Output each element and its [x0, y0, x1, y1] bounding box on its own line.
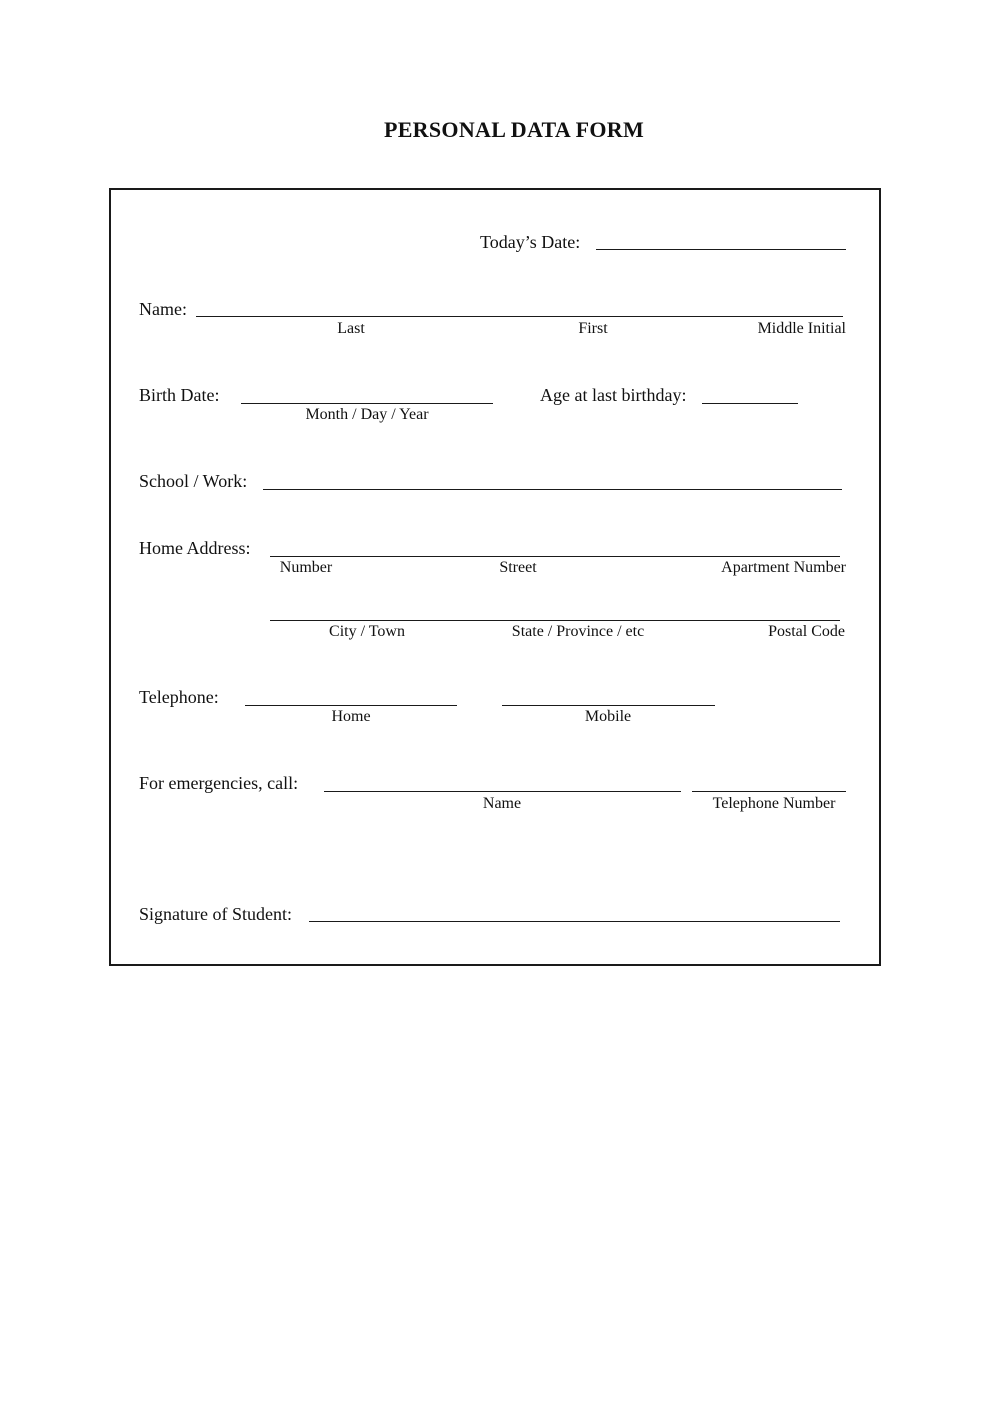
address-state-caption: State / Province / etc: [511, 623, 645, 640]
school-work-field[interactable]: [263, 489, 842, 490]
address-city-caption: City / Town: [329, 623, 405, 640]
emergency-phone-caption: Telephone Number: [712, 795, 836, 812]
home-address-label: Home Address:: [139, 538, 251, 558]
form-frame: [109, 188, 881, 966]
signature-label: Signature of Student:: [139, 904, 292, 924]
birth-date-label: Birth Date:: [139, 385, 220, 405]
name-field[interactable]: [196, 316, 843, 317]
telephone-home-field[interactable]: [245, 705, 457, 706]
telephone-home-caption: Home: [331, 708, 371, 725]
page-title: PERSONAL DATA FORM: [383, 117, 645, 142]
name-first-caption: First: [578, 320, 608, 337]
todays-date-label: Today’s Date:: [480, 232, 581, 252]
name-middle-initial-caption: Middle Initial: [757, 320, 846, 337]
age-field[interactable]: [702, 403, 798, 404]
todays-date-field[interactable]: [596, 249, 846, 250]
emergency-name-field[interactable]: [324, 791, 681, 792]
emergency-phone-field[interactable]: [692, 791, 846, 792]
signature-field[interactable]: [309, 921, 840, 922]
home-address-line-2-field[interactable]: [270, 620, 840, 621]
telephone-label: Telephone:: [139, 687, 219, 707]
address-street-caption: Street: [499, 559, 537, 576]
school-work-label: School / Work:: [139, 471, 248, 491]
name-last-caption: Last: [337, 320, 365, 337]
home-address-line-1-field[interactable]: [270, 556, 840, 557]
birth-date-field[interactable]: [241, 403, 493, 404]
age-label: Age at last birthday:: [540, 385, 687, 405]
emergency-name-caption: Name: [482, 795, 522, 812]
emergency-label: For emergencies, call:: [139, 773, 299, 793]
address-postal-caption: Postal Code: [768, 623, 845, 640]
address-apartment-caption: Apartment Number: [721, 559, 846, 576]
birth-date-caption: Month / Day / Year: [305, 406, 429, 423]
address-number-caption: Number: [279, 559, 333, 576]
name-label: Name:: [139, 299, 187, 319]
telephone-mobile-caption: Mobile: [584, 708, 632, 725]
telephone-mobile-field[interactable]: [502, 705, 715, 706]
